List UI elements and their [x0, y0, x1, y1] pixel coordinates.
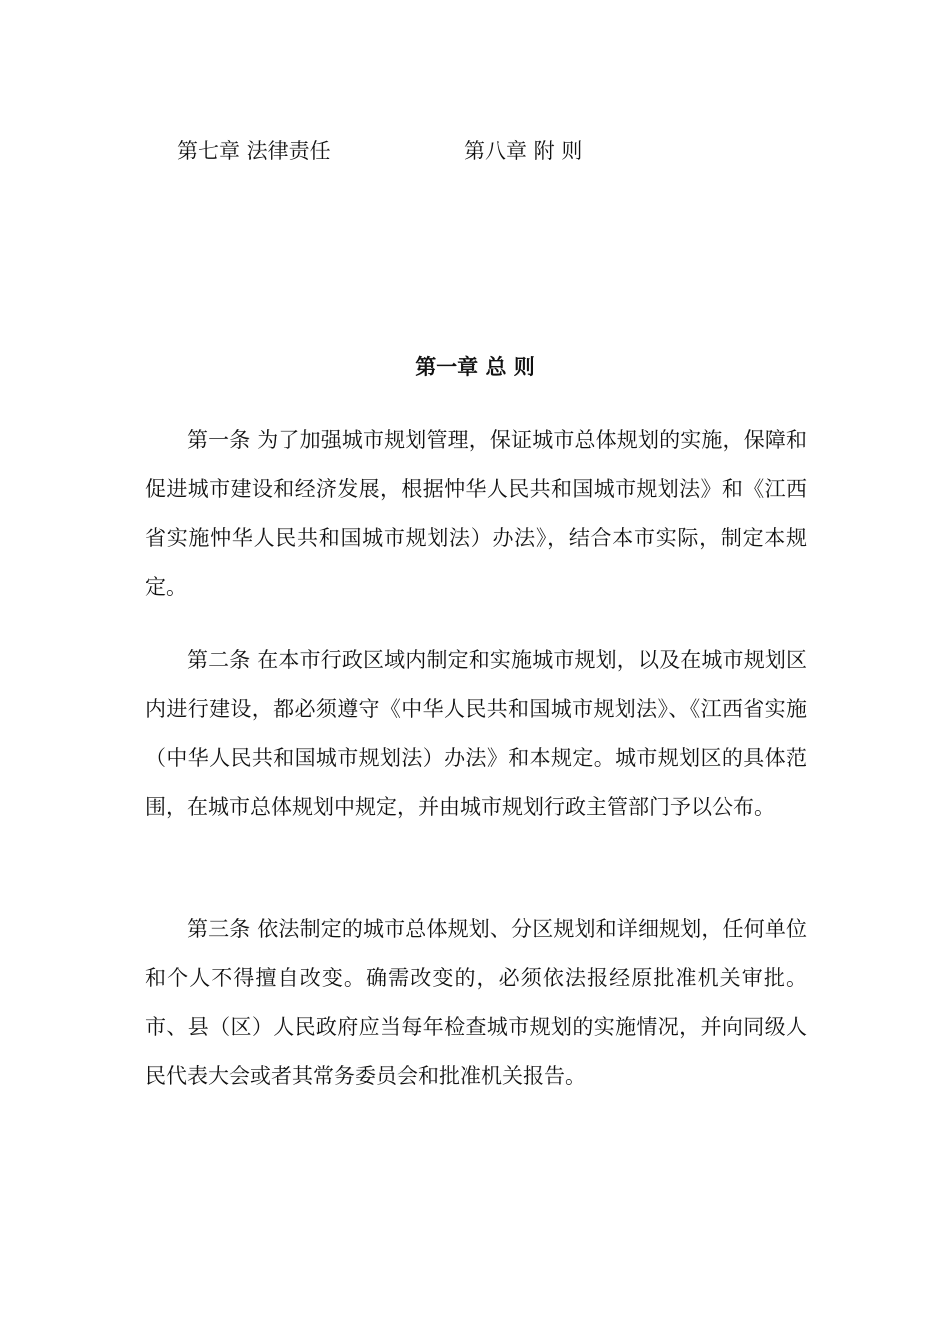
toc-chapter-8: 第八章 附 则 — [464, 139, 583, 163]
article-2: 第二条 在本市行政区域内制定和实施城市规划，以及在城市规划区内进行建设，都必须遵守《中华人民共和国城市规划法》、《江西省实施（中华人民共和国城市规划法）办法》和本规定。城市规划区的具体范围，在城市总体规划中规定，并由城市规划行政主管部门予以公布。 — [145, 648, 807, 819]
article-3: 第三条 依法制定的城市总体规划、分区规划和详细规划，任何单位和个人不得擅自改变。确需改变的，必须依法报经原批准机关审批。市、县（区）人民政府应当每年检查城市规划的实施情况，并向同级人民代表大会或者其常务委员会和批准机关报告。 — [145, 917, 807, 1088]
article-1: 第一条 为了加强城市规划管理，保证城市总体规划的实施，保障和促进城市建设和经济发展，根据忡华人民共和国城市规划法》和《江西省实施忡华人民共和国城市规划法）办法》，结合本市实际，制定本规定。 — [145, 428, 807, 599]
toc-chapter-7: 第七章 法律责任 — [177, 139, 331, 163]
chapter-title: 第一章 总 则 — [415, 354, 535, 379]
table-of-contents-row — [177, 134, 777, 168]
